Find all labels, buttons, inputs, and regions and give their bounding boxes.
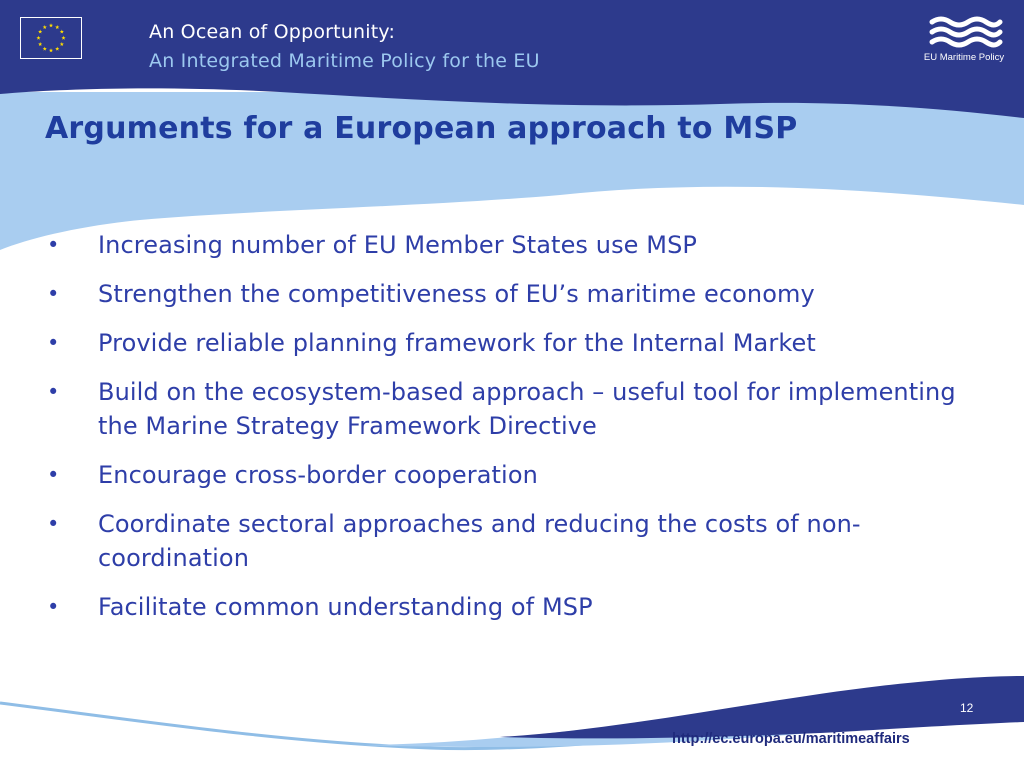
page-number: 12	[960, 701, 974, 715]
bullet-item	[47, 228, 977, 262]
footer-url: http://ec.europa.eu/maritimeaffairs	[672, 731, 910, 747]
slide-title: Arguments for a European approach to MSP	[45, 111, 798, 146]
bullet-text: Strengthen the competitiveness of EU’s maritime economy	[98, 280, 815, 308]
bullet-marker: •	[47, 380, 60, 404]
bullet-item	[47, 458, 977, 492]
bullet-text: Coordinate sectoral approaches and reducing the costs of non-coordination	[98, 510, 861, 572]
bullet-marker: •	[47, 233, 60, 257]
footer-navy-wave	[500, 676, 1024, 738]
bullet-item	[47, 507, 977, 575]
header-subtitle: An Integrated Maritime Policy for the EU	[149, 50, 540, 72]
eu-flag-icon	[20, 17, 82, 59]
bullet-text: Build on the ecosystem-based approach – useful tool for implementing the Marine Strategy Framework Directive	[98, 378, 956, 440]
bullet-item	[47, 590, 977, 624]
bullet-item	[47, 277, 977, 311]
bullet-list	[47, 228, 977, 639]
bullet-marker: •	[47, 512, 60, 536]
bullet-item	[47, 326, 977, 360]
bullet-text: Increasing number of EU Member States use MSP	[98, 231, 697, 259]
bullet-text: Provide reliable planning framework for the Internal Market	[98, 329, 816, 357]
bullet-text: Facilitate common understanding of MSP	[98, 593, 593, 621]
header-title: An Ocean of Opportunity:	[149, 21, 396, 43]
bullet-marker: •	[47, 595, 60, 619]
bullet-marker: •	[47, 331, 60, 355]
bullet-item	[47, 375, 977, 443]
bullet-marker: •	[47, 463, 60, 487]
bullet-text: Encourage cross-border cooperation	[98, 461, 538, 489]
bullet-marker: •	[47, 282, 60, 306]
logo-label: EU Maritime Policy	[923, 52, 1005, 63]
